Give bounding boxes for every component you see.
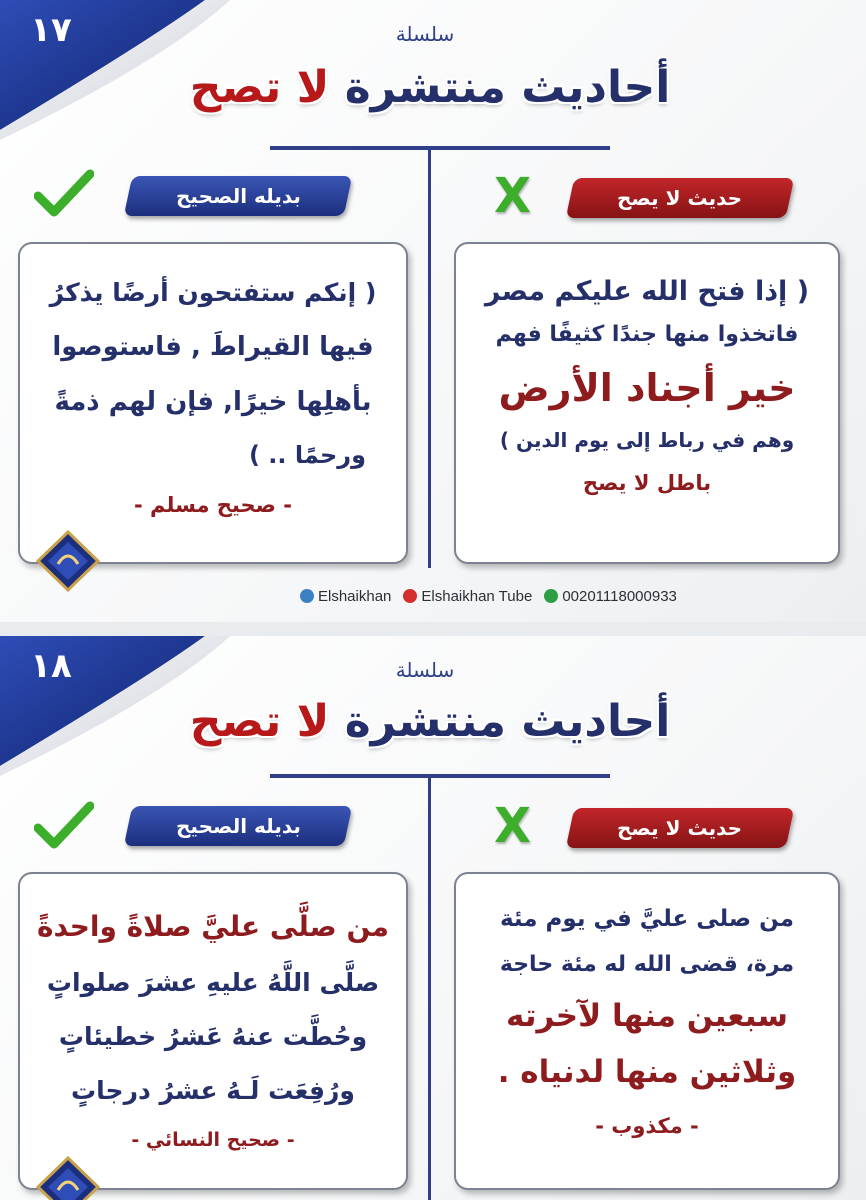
false-hadith-line: مرة، قضى الله له مئة حاجة xyxy=(499,952,795,977)
logo-diamond-icon xyxy=(36,1156,100,1200)
whatsapp-number: 00201118000933 xyxy=(562,587,677,605)
correct-alternative-ribbon xyxy=(124,176,353,216)
false-hadith-line: وثلاثين منها لدنياه . xyxy=(497,1054,797,1090)
title-part-2: لا xyxy=(296,62,330,113)
divider-horizontal xyxy=(270,146,610,150)
false-hadith-verdict: - مكذوب - xyxy=(595,1114,699,1138)
x-mark-icon: X xyxy=(494,168,532,224)
false-hadith-ribbon xyxy=(566,178,795,218)
false-hadith-line: خير أجناد الأرض xyxy=(498,366,796,410)
false-hadith-line: فاتخذوا منها جندًا كثيفًا فهم xyxy=(495,322,799,347)
correct-hadith-line: ورُفِعَت لَـهُ عشرُ درجاتٍ xyxy=(71,1076,355,1105)
false-hadith-label: حديث لا يصح xyxy=(617,816,743,840)
youtube-icon xyxy=(403,589,417,603)
facebook-contact[interactable] xyxy=(300,588,391,605)
correct-hadith-source: - صحيح مسلم - xyxy=(134,493,292,517)
false-hadith-label: حديث لا يصح xyxy=(617,186,743,210)
card-number: ١٨ xyxy=(30,646,72,686)
correct-hadith-text xyxy=(20,266,406,530)
correct-hadith-text xyxy=(20,898,406,1162)
correct-hadith-box xyxy=(18,872,408,1190)
correct-hadith-line: ورحمًا .. ) xyxy=(248,441,366,469)
youtube-handle: Elshaikhan Tube xyxy=(421,587,533,605)
false-hadith-line: وهم في رباط إلى يوم الدين ) xyxy=(499,428,795,452)
false-hadith-text xyxy=(456,896,838,1152)
title-part-3: تصح xyxy=(189,696,297,747)
correct-hadith-line: وحُطَّت عنهُ عَشرُ خطيئاتٍ xyxy=(58,1022,368,1051)
false-hadith-box xyxy=(454,872,840,1190)
facebook-icon xyxy=(300,589,314,603)
correct-hadith-source: - صحيح النسائي - xyxy=(131,1129,295,1151)
series-label: سلسلة xyxy=(395,22,455,46)
title-part-3: تصح xyxy=(189,62,297,113)
correct-hadith-line: ( إنكم ستفتحون أرضًا يذكرُ xyxy=(49,278,377,307)
correct-hadith-line: فيها القيراطَ , فاستوصوا xyxy=(52,332,374,362)
divider-horizontal xyxy=(270,774,610,778)
logo-diamond-icon xyxy=(36,530,100,592)
correct-hadith-line: من صلَّى عليَّ صلاةً واحدةً xyxy=(37,910,389,943)
correct-alternative-ribbon xyxy=(124,806,353,846)
series-title xyxy=(180,62,680,113)
title-part-2: لا xyxy=(296,696,330,747)
x-mark-icon: X xyxy=(494,798,532,854)
divider-vertical xyxy=(428,776,431,1200)
false-hadith-line: سبعين منها لآخرته xyxy=(506,998,788,1034)
title-part-1: أحاديث منتشرة xyxy=(329,696,671,747)
false-hadith-line: ( إذا فتح الله عليكم مصر xyxy=(484,276,810,307)
series-label: سلسلة xyxy=(395,658,455,682)
false-hadith-verdict: باطل لا يصح xyxy=(582,471,712,495)
false-hadith-line: من صلى عليَّ في يوم مئة xyxy=(499,906,795,932)
whatsapp-icon xyxy=(544,589,558,603)
hadith-card-18 xyxy=(0,636,866,1200)
card-number: ١٧ xyxy=(30,10,72,50)
check-mark-icon xyxy=(34,168,94,220)
whatsapp-contact[interactable] xyxy=(544,588,677,605)
false-hadith-text xyxy=(456,270,838,506)
contact-footer xyxy=(300,584,820,608)
correct-hadith-line: صلَّى اللَّهُ عليهِ عشرَ صلواتٍ xyxy=(46,968,380,997)
title-part-1: أحاديث منتشرة xyxy=(329,62,671,113)
facebook-handle: Elshaikhan xyxy=(318,587,392,605)
check-mark-icon xyxy=(34,800,94,852)
correct-hadith-box xyxy=(18,242,408,564)
correct-alternative-label: بديله الصحيح xyxy=(175,184,301,208)
correct-alternative-label: بديله الصحيح xyxy=(175,814,301,838)
correct-hadith-line: بأهلِها خيرًا, فإن لهم ذمةً xyxy=(54,387,372,417)
divider-vertical xyxy=(428,148,431,568)
youtube-contact[interactable] xyxy=(403,588,532,605)
false-hadith-box xyxy=(454,242,840,564)
series-title xyxy=(180,696,680,747)
false-hadith-ribbon xyxy=(566,808,795,848)
